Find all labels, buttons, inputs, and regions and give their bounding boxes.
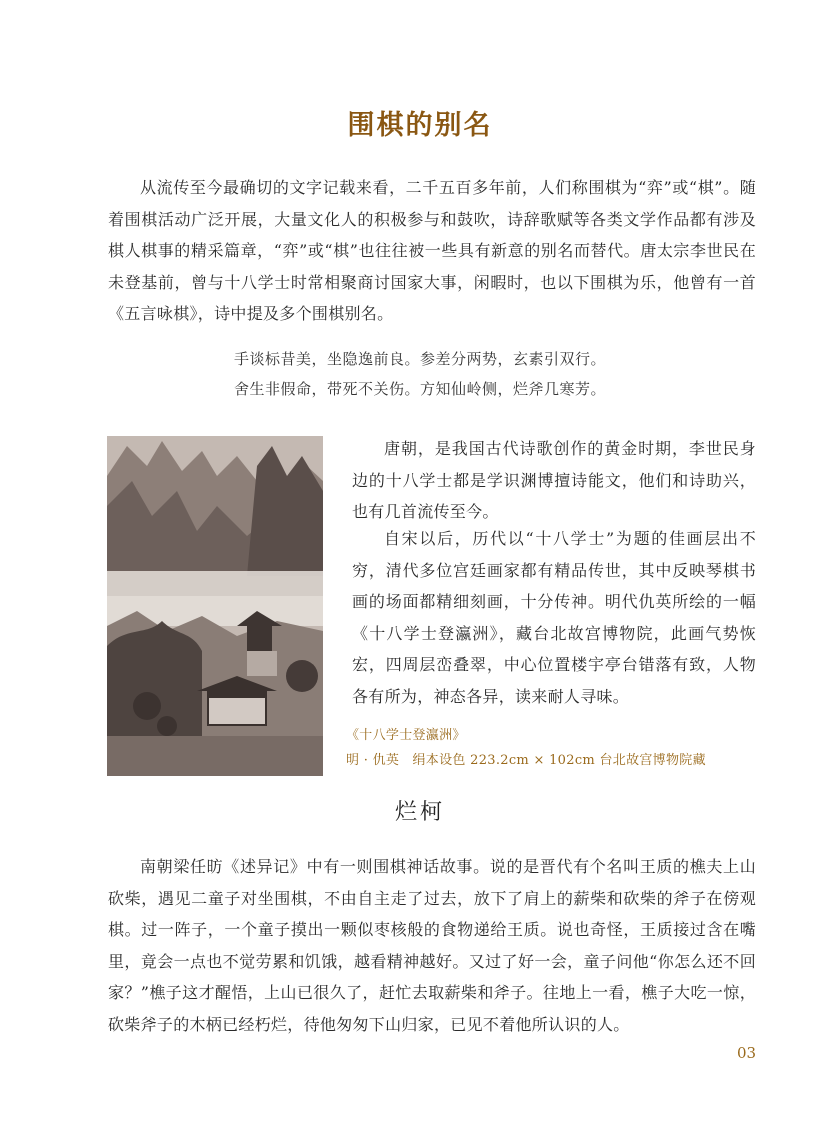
page-number: 03 (737, 1044, 757, 1062)
section-title: 烂柯 (394, 800, 445, 825)
caption-detail: 明 · 仇英 绢本设色 223.2cm × 102cm 台北故宫博物院藏 (346, 753, 706, 768)
poem-line: 手谈标昔美，坐隐逸前良。参差分两势，玄素引双行。 (233, 350, 606, 368)
page-title: 围棋的别名 (347, 110, 493, 141)
side-paragraph: 自宋以后，历代以“十八学士”为题的佳画层出不穷，清代多位宫廷画家都有精品传世，其中反映琴棋书画的场面都精细刻画，十分传神。明代仇英所绘的一幅《十八学士登瀛洲》，藏台北故宫博物院，此画气势恢宏，四周层峦叠翠，中心位置楼宇亭台错落有致，人物各有所为，神态各异，读来耐人寻味。 (352, 529, 756, 706)
poem-line: 舍生非假命，带死不关伤。方知仙岭侧，烂斧几寒芳。 (233, 380, 606, 398)
intro-paragraph: 从流传至今最确切的文字记载来看，二千五百多年前，人们称围棋为“弈”或“棋”。随着围棋活动广泛开展，大量文化人的积极参与和鼓吹，诗辞歌赋等各类文学作品都有涉及棋人棋事的精采篇章，“弈”或“棋”也往往被一些具有新意的别名而替代。唐太宗李世民在未登基前，曾与十八学士时常相聚商讨国家大事，闲暇时，也以下围棋为乐，他曾有一首《五言咏棋》，诗中提及多个围棋别名。 (108, 178, 756, 323)
side-paragraph: 唐朝，是我国古代诗歌创作的黄金时期，李世民身边的十八学士都是学识渊博擅诗能文，他们和诗助兴，也有几首流传至今。 (352, 439, 756, 521)
caption-title: 《十八学士登瀛洲》 (346, 728, 466, 743)
story-paragraph: 南朝梁任昉《述异记》中有一则围棋神话故事。说的是晋代有个名叫王质的樵夫上山砍柴，遇见二童子对坐围棋，不由自主走了过去，放下了肩上的薪柴和砍柴的斧子在傍观棋。过一阵子，一个童子摸出一颗似枣核般的食物递给王质。说也奇怪，王质接过含在嘴里，竟会一点也不觉劳累和饥饿，越看精神越好。又过了好一会，童子问他“你怎么还不回家？”樵子这才醒悟，上山已很久了，赶忙去取薪柴和斧子。往地上一看，樵子大吃一惊，砍柴斧子的木柄已经朽烂，待他匆匆下山归家，已见不着他所认识的人。 (108, 857, 756, 1034)
painting-image (107, 436, 323, 776)
